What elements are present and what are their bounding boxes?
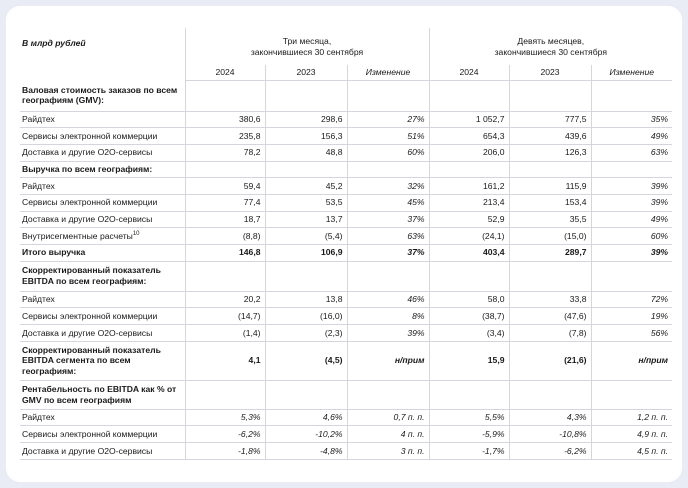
table-row — [20, 426, 672, 443]
table-cell: (38,7) — [429, 308, 509, 325]
table-cell: 0,7 п. п. — [347, 409, 429, 426]
table-cell: (5,4) — [265, 228, 347, 245]
table-cell: 49% — [591, 128, 672, 145]
table-cell: 27% — [347, 111, 429, 128]
table-cell: 52,9 — [429, 211, 509, 228]
table-cell: (47,6) — [509, 308, 591, 325]
table-cell: 46% — [347, 291, 429, 308]
table-cell — [509, 161, 591, 178]
row-label — [20, 443, 185, 460]
col-header: Изменение — [591, 65, 672, 80]
table-cell — [509, 261, 591, 291]
table-cell — [429, 161, 509, 178]
table-cell: 654,3 — [429, 128, 509, 145]
table-cell — [185, 261, 265, 291]
col-header: 2023 — [509, 65, 591, 80]
table-row — [20, 211, 672, 228]
table-row — [20, 144, 672, 161]
col-header: Изменение — [347, 65, 429, 80]
table-cell: 20,2 — [185, 291, 265, 308]
table-cell — [265, 80, 347, 111]
table-cell — [591, 261, 672, 291]
row-label-text: Сервисы электронной коммерции — [22, 428, 158, 439]
row-label — [20, 178, 185, 195]
table-row — [20, 111, 672, 128]
table-cell: 32% — [347, 178, 429, 195]
table-cell: 39% — [591, 194, 672, 211]
table-row — [20, 380, 672, 409]
table-cell: 45% — [347, 194, 429, 211]
row-label — [20, 144, 185, 161]
table-cell — [591, 380, 672, 409]
table-cell: (3,4) — [429, 325, 509, 342]
table-row — [20, 161, 672, 178]
table-cell: 63% — [347, 228, 429, 245]
table-cell: -1,8% — [185, 443, 265, 460]
table-cell: 78,2 — [185, 144, 265, 161]
table-cell: 15,9 — [429, 341, 509, 380]
table-cell: 60% — [347, 144, 429, 161]
table-cell: 53,5 — [265, 194, 347, 211]
table-row — [20, 443, 672, 460]
table-cell: 77,4 — [185, 194, 265, 211]
table-cell: 235,8 — [185, 128, 265, 145]
table-cell: 39% — [591, 178, 672, 195]
table-cell: 5,5% — [429, 409, 509, 426]
table-row — [20, 308, 672, 325]
table-cell: 45,2 — [265, 178, 347, 195]
table-cell — [185, 380, 265, 409]
row-label-text: Выручка по всем географиям: — [22, 164, 153, 175]
row-label — [20, 161, 185, 178]
table-cell: 49% — [591, 211, 672, 228]
table-cell: (24,1) — [429, 228, 509, 245]
table-cell: 56% — [591, 325, 672, 342]
table-cell — [429, 380, 509, 409]
table-cell — [347, 161, 429, 178]
table-cell — [347, 80, 429, 111]
row-label-text: Райдтех — [22, 180, 55, 191]
table-cell: (15,0) — [509, 228, 591, 245]
table-cell: 106,9 — [265, 245, 347, 262]
table-row — [20, 128, 672, 145]
table-cell: 35,5 — [509, 211, 591, 228]
row-label-text: Скорректированный показатель EBITDA по всем географиям: — [22, 265, 161, 287]
table-cell: 298,6 — [265, 111, 347, 128]
row-label-text: Доставка и другие O2O-сервисы — [22, 147, 153, 158]
table-cell: 4,3% — [509, 409, 591, 426]
table-cell — [591, 80, 672, 111]
table-cell: 777,5 — [509, 111, 591, 128]
table-cell: 18,7 — [185, 211, 265, 228]
table-cell: -1,7% — [429, 443, 509, 460]
row-label — [20, 409, 185, 426]
table-cell — [429, 80, 509, 111]
row-label-text: Райдтех — [22, 412, 55, 423]
table-cell: 39% — [347, 325, 429, 342]
table-cell: н/прим — [347, 341, 429, 380]
table-cell: (14,7) — [185, 308, 265, 325]
table-cell: 5,3% — [185, 409, 265, 426]
table-cell: 380,6 — [185, 111, 265, 128]
row-label — [20, 261, 185, 291]
table-body — [20, 80, 672, 459]
table-cell: 63% — [591, 144, 672, 161]
period-three-months: Три месяца, закончившиеся 30 сентября — [185, 28, 429, 65]
row-label — [20, 111, 185, 128]
table-cell: 13,7 — [265, 211, 347, 228]
row-label — [20, 228, 185, 245]
table-cell: -10,2% — [265, 426, 347, 443]
row-label-text: Внутрисегментные расчеты — [22, 230, 133, 241]
footnote-ref: 10 — [132, 230, 140, 237]
table-cell: 439,6 — [509, 128, 591, 145]
unit-label: В млрд рублей — [22, 38, 86, 48]
table-cell — [509, 380, 591, 409]
row-label-text: Доставка и другие O2O-сервисы — [22, 214, 153, 225]
table-cell — [265, 161, 347, 178]
table-cell — [509, 80, 591, 111]
table-cell: 72% — [591, 291, 672, 308]
table-cell: 37% — [347, 211, 429, 228]
row-label-text: Райдтех — [22, 113, 55, 124]
row-label-text: Доставка и другие O2O-сервисы — [22, 327, 153, 338]
row-label-text: Сервисы электронной коммерции — [22, 197, 158, 208]
row-label — [20, 291, 185, 308]
row-label — [20, 211, 185, 228]
table-row — [20, 261, 672, 291]
financial-table — [20, 28, 672, 460]
table-cell: 161,2 — [429, 178, 509, 195]
table-cell — [347, 380, 429, 409]
table-cell: (16,0) — [265, 308, 347, 325]
row-label-text: Сервисы электронной коммерции — [22, 130, 158, 141]
table-cell: -5,9% — [429, 426, 509, 443]
period-nine-months: Девять месяцев, закончившиеся 30 сентября — [429, 28, 672, 65]
table-row — [20, 194, 672, 211]
row-label-text: Рентабельность по EBITDA как % от GMV по всем географиям — [22, 384, 177, 405]
table-row — [20, 178, 672, 195]
col-header: 2024 — [429, 65, 509, 80]
table-cell: 4,6% — [265, 409, 347, 426]
table-cell: 19% — [591, 308, 672, 325]
table-row — [20, 245, 672, 262]
table-cell: 126,3 — [509, 144, 591, 161]
table-cell: 4 п. п. — [347, 426, 429, 443]
col-header: 2023 — [265, 65, 347, 80]
table-cell: 153,4 — [509, 194, 591, 211]
table-cell — [347, 261, 429, 291]
table-cell: (4,5) — [265, 341, 347, 380]
table-cell: 39% — [591, 245, 672, 262]
table-row — [20, 80, 672, 111]
table-cell — [185, 161, 265, 178]
table-cell: -10,8% — [509, 426, 591, 443]
table-cell: 1,2 п. п. — [591, 409, 672, 426]
table-cell: 1 052,7 — [429, 111, 509, 128]
table-cell — [185, 80, 265, 111]
table-cell: 115,9 — [509, 178, 591, 195]
table-cell: 59,4 — [185, 178, 265, 195]
row-label — [20, 308, 185, 325]
table-cell: (21,6) — [509, 341, 591, 380]
row-label-text: Скорректированный показатель EBITDA сегмента по всем географиям: — [22, 344, 161, 377]
table-cell — [265, 380, 347, 409]
row-label-text: Итого выручка — [22, 247, 86, 258]
table-cell: 213,4 — [429, 194, 509, 211]
table-cell: 33,8 — [509, 291, 591, 308]
row-label-text: Райдтех — [22, 294, 55, 305]
table-cell: 60% — [591, 228, 672, 245]
table-cell: (8,8) — [185, 228, 265, 245]
table-cell: -6,2% — [509, 443, 591, 460]
table-cell: 48,8 — [265, 144, 347, 161]
table-cell — [429, 261, 509, 291]
table-row — [20, 409, 672, 426]
report-card — [6, 6, 682, 482]
row-label — [20, 80, 185, 111]
table-cell: (2,3) — [265, 325, 347, 342]
row-label — [20, 341, 185, 380]
table-cell: 8% — [347, 308, 429, 325]
row-label — [20, 325, 185, 342]
table-cell: 13,8 — [265, 291, 347, 308]
table-cell — [265, 261, 347, 291]
table-cell — [591, 161, 672, 178]
row-label — [20, 426, 185, 443]
table-cell: -4,8% — [265, 443, 347, 460]
table-row — [20, 228, 672, 245]
table-cell: 35% — [591, 111, 672, 128]
table-cell: 206,0 — [429, 144, 509, 161]
table-cell: (1,4) — [185, 325, 265, 342]
table-cell: 4,5 п. п. — [591, 443, 672, 460]
table-cell: 4,1 — [185, 341, 265, 380]
row-label — [20, 128, 185, 145]
table-cell: 58,0 — [429, 291, 509, 308]
table-row — [20, 325, 672, 342]
row-label — [20, 245, 185, 262]
row-label — [20, 194, 185, 211]
table-cell: 403,4 — [429, 245, 509, 262]
table-cell: н/прим — [591, 341, 672, 380]
table-cell: -6,2% — [185, 426, 265, 443]
row-label-text: Доставка и другие O2O-сервисы — [22, 445, 153, 456]
table-cell: (7,8) — [509, 325, 591, 342]
table-cell: 37% — [347, 245, 429, 262]
table-cell: 3 п. п. — [347, 443, 429, 460]
table-cell: 4,9 п. п. — [591, 426, 672, 443]
row-label-text: Сервисы электронной коммерции — [22, 310, 158, 321]
table-cell: 51% — [347, 128, 429, 145]
table-row — [20, 291, 672, 308]
row-label — [20, 380, 185, 409]
table-row — [20, 341, 672, 380]
row-label-text: Валовая стоимость заказов по всем географиям (GMV): — [22, 84, 178, 106]
col-header: 2024 — [185, 65, 265, 80]
table-cell: 146,8 — [185, 245, 265, 262]
table-cell: 289,7 — [509, 245, 591, 262]
table-cell: 156,3 — [265, 128, 347, 145]
